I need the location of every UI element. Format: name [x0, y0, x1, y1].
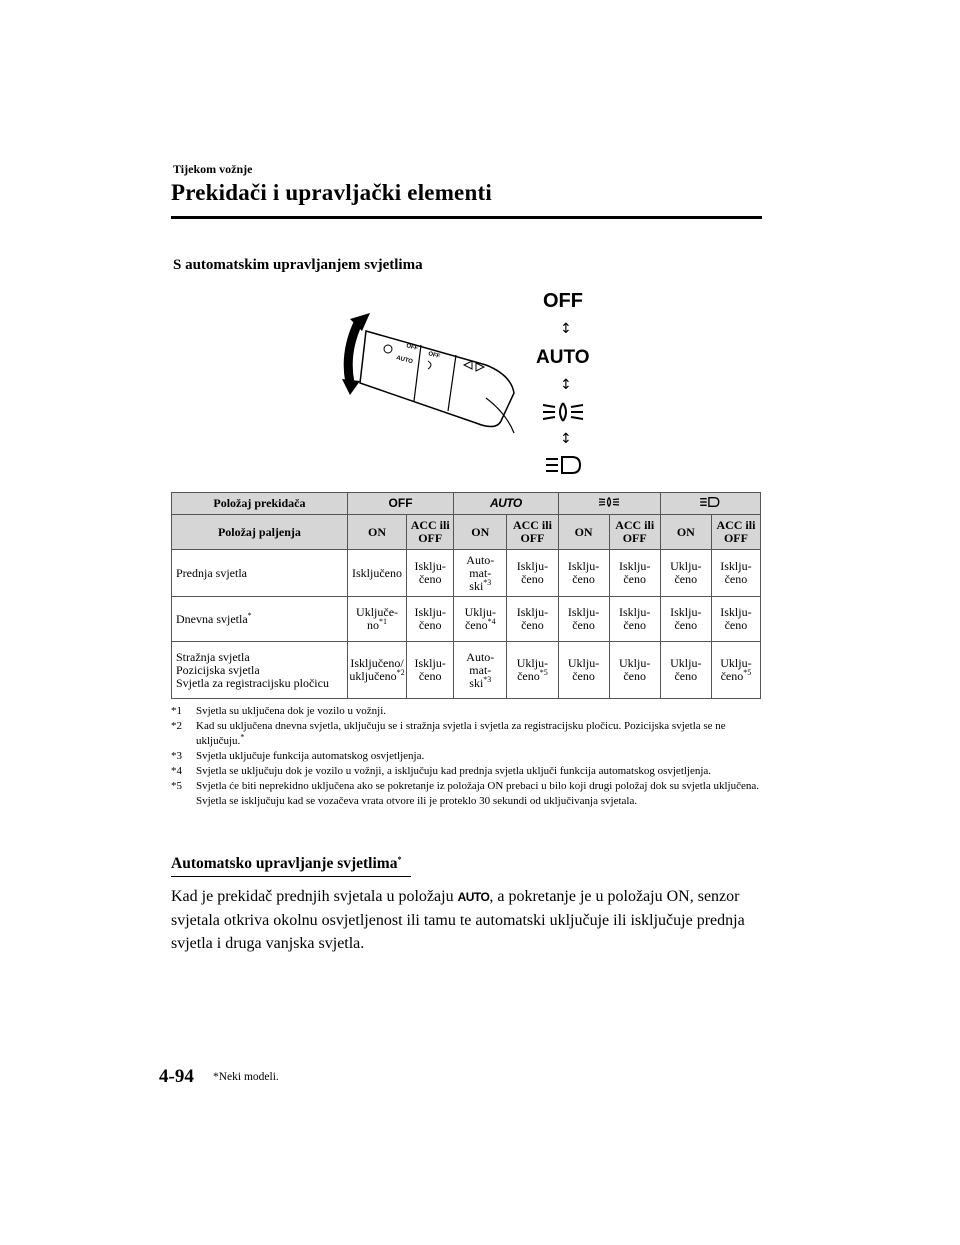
rotation-arrow-icon [348, 323, 358, 383]
table-cell: Isklju- čeno [407, 642, 454, 699]
table-cell: Uklju- čeno$^{*4}$ [454, 597, 507, 642]
position-auto-label: AUTO [536, 347, 590, 368]
table-header-switch [172, 493, 761, 515]
header-low-beam-icon [660, 493, 760, 515]
table-cell: Isklju- čeno [558, 550, 609, 597]
header-parking-lights-icon [558, 493, 660, 515]
header-ignition-position: Položaj paljenja [172, 515, 348, 550]
auto-symbol: AUTO [457, 890, 490, 904]
table-cell: Isklju- čeno [407, 550, 454, 597]
parking-lights-icon [598, 496, 620, 508]
table-cell: Uklju- čeno [660, 550, 711, 597]
table-header-ignition [172, 515, 761, 550]
table-cell: Uklju- čeno$^{*5}$ [507, 642, 558, 699]
footnote-4: *4 Svjetla se uključuju dok je vozilo u vožnji, a isključuju kad prednja svjetla uključi funkcija automatskog osvjetljenja. [171, 765, 712, 777]
section-label: Tijekom vožnje [173, 162, 253, 176]
light-status-table [171, 492, 761, 699]
table-cell: Isklju- čeno [660, 597, 711, 642]
table-cell: Isključeno [347, 550, 406, 597]
models-footnote: *Neki modeli. [213, 1071, 279, 1083]
row-label: Stražnja svjetla Pozicijska svjetla Svjetla za registracijsku pločicu [172, 642, 348, 699]
header-acc-3: ACC ili OFF [609, 515, 660, 550]
table-row [172, 550, 761, 597]
table-cell: Auto- mat- ski$^{*3}$ [454, 642, 507, 699]
table-cell: Isklju- čeno [507, 550, 558, 597]
table-cell: Isklju- čeno [407, 597, 454, 642]
header-on-2: ON [454, 515, 507, 550]
header-off: OFF [347, 493, 453, 515]
table-cell: Isklju- čeno [711, 597, 760, 642]
position-arrow-2: ↕ [560, 377, 572, 393]
table-cell: Uklju- čeno [609, 642, 660, 699]
title-divider [171, 216, 762, 219]
stalk-auto-label: AUTO [395, 355, 414, 366]
footnote-1: *1 Svjetla su uključena dok je vozilo u vožnji. [171, 705, 387, 717]
stalk-body [360, 331, 514, 427]
table-cell: Uklju- čeno [558, 642, 609, 699]
table-cell: Isklju- čeno [507, 597, 558, 642]
header-acc-2: ACC ili OFF [507, 515, 558, 550]
parking-lights-icon [543, 403, 583, 421]
header-on-1: ON [347, 515, 406, 550]
footnote-3: *3 Svjetla uključuje funkcija automatskog osvjetljenja. [171, 750, 425, 762]
table-row [172, 597, 761, 642]
auto-lighting-heading: Automatsko upravljanje svjetlima* [171, 854, 402, 872]
table-cell: Auto- mat- ski$^{*3}$ [454, 550, 507, 597]
position-arrow-1: ↕ [560, 321, 572, 337]
footnotes [171, 704, 763, 809]
row-label: Dnevna svjetla* [172, 597, 348, 642]
light-switch-figure [336, 283, 596, 483]
header-auto: AUTO [454, 493, 558, 515]
table-cell: Isklju- čeno [558, 597, 609, 642]
stalk-off-label-1: OFF [405, 343, 419, 353]
footnote-2: *2 Kad su uključena dnevna svjetla, uključuju se i stražnja svjetla i svjetla za registracijsku pločicu. Pozicijska svjetla se ne uključuju.* [171, 720, 726, 747]
header-switch-position: Položaj prekidača [172, 493, 348, 515]
table-cell: Uklju- čeno$^{*5}$ [711, 642, 760, 699]
subheading: S automatskim upravljanjem svjetlima [173, 257, 423, 273]
footnote-5: *5 Svjetla će biti neprekidno uključena ako se pokretanje iz položaja ON prebaci u bilo koji drugi položaj dok su svjetla uključena. Svjetla se isključuju kad se vozačeva vrata otvore ili je proteklo 30 sekundi od uključivanja svjetala. [171, 780, 759, 807]
position-arrow-3: ↕ [560, 431, 572, 447]
page-title: Prekidači i upravljački elementi [171, 180, 492, 205]
header-acc-1: ACC ili OFF [407, 515, 454, 550]
position-off-label: OFF [543, 290, 583, 312]
table-row [172, 642, 761, 699]
stalk-off-label-2: OFF [427, 351, 441, 361]
page-number: 4-94 [159, 1066, 194, 1087]
header-on-4: ON [660, 515, 711, 550]
rotation-arrowhead-bottom [342, 379, 360, 395]
low-beam-icon [699, 496, 721, 508]
table-cell: Isključeno/ uključeno$^{*2}$ [347, 642, 406, 699]
header-on-3: ON [558, 515, 609, 550]
table-cell: Uklju- čeno [660, 642, 711, 699]
table-cell: Isklju- čeno [711, 550, 760, 597]
table-cell: Isklju- čeno [609, 597, 660, 642]
auto-lighting-paragraph: Kad je prekidač prednjih svjetala u položaju AUTO, a pokretanje je u položaju ON, senzor svjetala otkriva okolnu osvjetljenost ili tamu te automatski uključuje ili isključuje prednja svjetla i druga vanjska svjetla. [171, 888, 745, 952]
low-beam-icon [546, 457, 580, 473]
table-cell: Isklju- čeno [609, 550, 660, 597]
heading-underline [171, 876, 411, 877]
row-label: Prednja svjetla [172, 550, 348, 597]
header-acc-4: ACC ili OFF [711, 515, 760, 550]
table-cell: Uključe- $no^{*1}$ [347, 597, 406, 642]
